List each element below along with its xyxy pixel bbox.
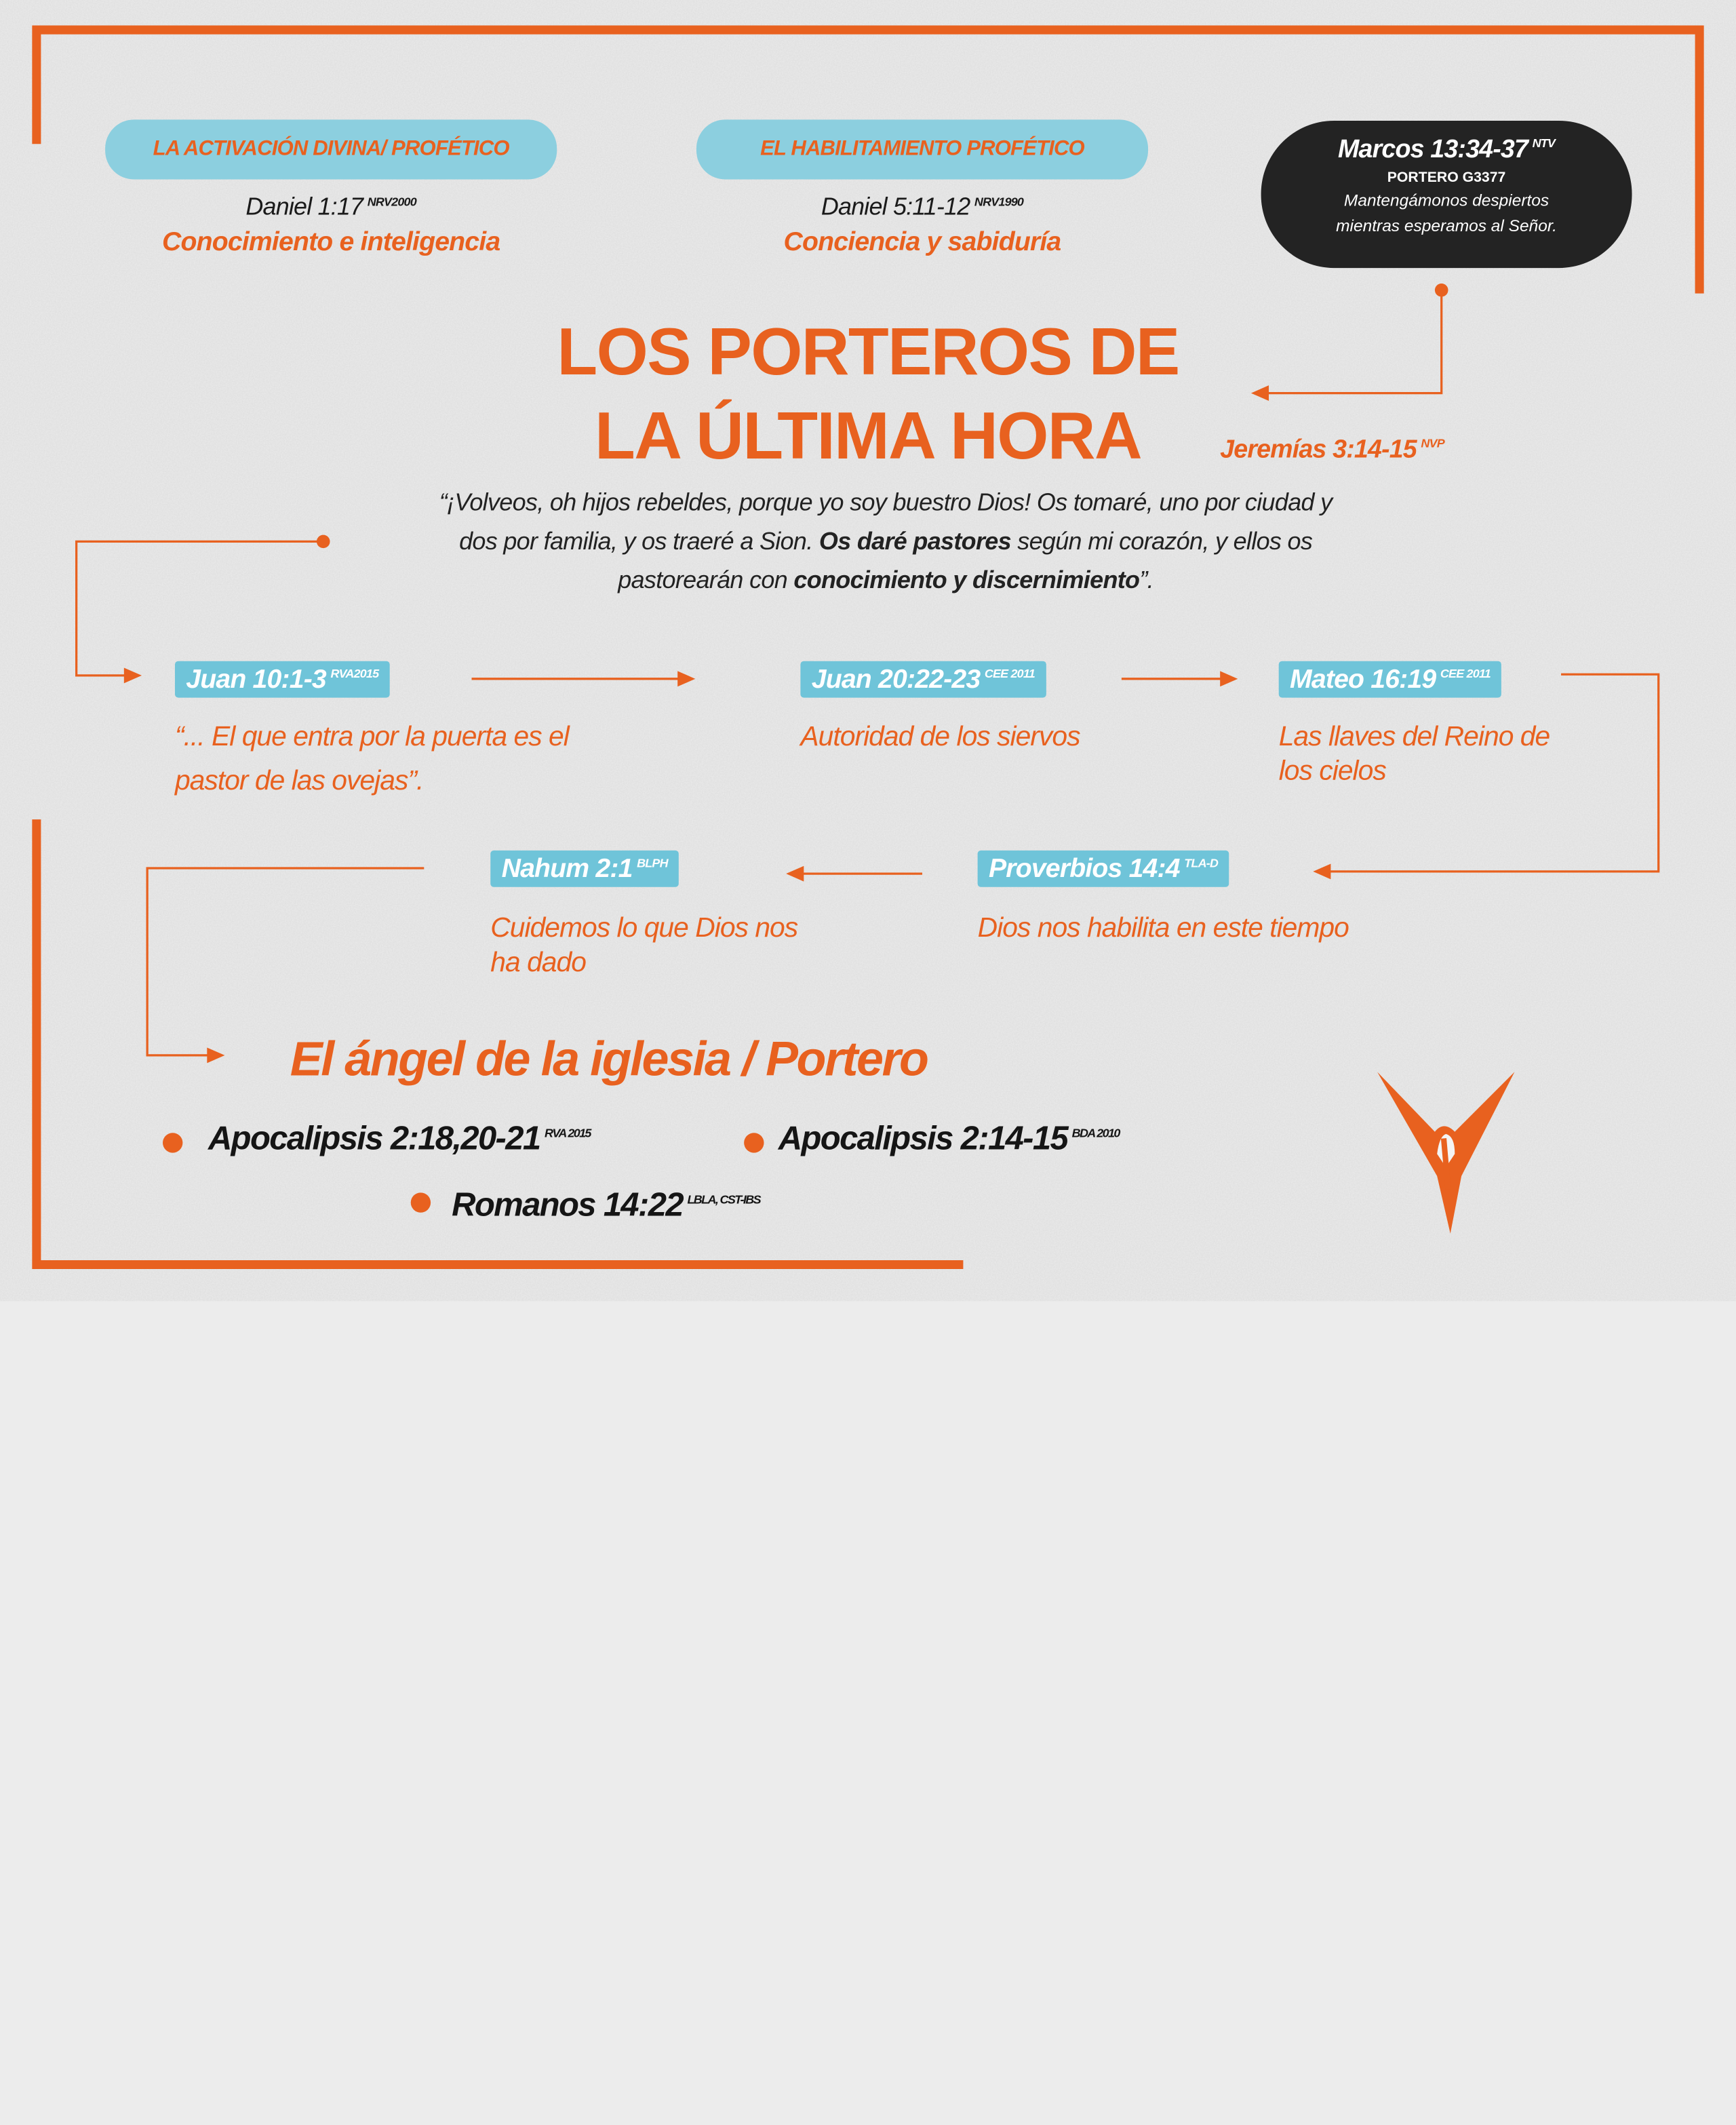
quote-line-1: “¡Volveos, oh hijos rebeldes, porque yo soy buestro Dios! Os tomaré, uno por ciudad y (439, 488, 1333, 516)
quote-text: según mi corazón, y ellos os (1010, 527, 1313, 555)
marcos-version: NTV (1532, 138, 1556, 151)
daniel-1-version: NRV2000 (367, 195, 416, 210)
arrowhead (786, 866, 804, 882)
bullet-ref: Apocalipsis 2:18,20-21 (208, 1120, 540, 1158)
daniel-5-ref-text: Daniel 5:11-12 (821, 193, 970, 220)
juan10-version: RVA2015 (330, 667, 379, 682)
juan20-ref: Juan 20:22-23 (811, 664, 981, 695)
nahum-ref: Nahum 2:1 (501, 853, 633, 884)
quote-bold-pastores: Os daré pastores (818, 527, 1011, 555)
nahum-tag (490, 851, 679, 887)
quote-text: dos por familia, y os traeré a Sion. (459, 527, 819, 555)
bullet-ref: Romanos 14:22 (452, 1187, 683, 1224)
bullet-apocalipsis-2-18 (208, 1120, 591, 1158)
marcos-label: PORTERO G3377 (1387, 168, 1506, 185)
bullet-version: LBLA, CST-IBS (687, 1193, 760, 1207)
mateo-desc-line-2: los cielos (1278, 755, 1386, 787)
mateo-tag (1279, 661, 1502, 698)
mateo-desc-line-1: Las llaves del Reino de (1278, 720, 1550, 752)
arrowhead (677, 671, 695, 686)
arrowhead (1220, 671, 1238, 686)
juan10-desc-line-1: “... El que entra por la puerta es el (174, 720, 569, 752)
mateo-desc (1279, 720, 1550, 788)
juan10-desc (175, 720, 569, 798)
quote-bold-conocimiento: conocimiento y discernimiento (793, 566, 1140, 594)
arrowhead (1313, 863, 1330, 879)
proverbios-version: TLA-D (1184, 857, 1219, 871)
nahum-desc (490, 912, 797, 980)
winged-v-logo-icon (1370, 1066, 1520, 1243)
mateo-version: CEE 2011 (1440, 667, 1491, 682)
marcos-box (1261, 121, 1632, 268)
mateo-ref: Mateo 16:19 (1290, 664, 1436, 695)
bullet-version: BDA 2010 (1071, 1127, 1120, 1141)
juan10-desc-line-2: pastor de las ovejas”. (174, 765, 424, 796)
juan20-tag (800, 661, 1046, 698)
habilitamiento-pill-label: EL HABILITAMIENTO PROFÉTICO (760, 137, 1084, 161)
daniel-1-ref (105, 193, 557, 221)
marcos-ref (1261, 134, 1632, 164)
marcos-line-1: Mantengámonos despiertos (1343, 191, 1550, 211)
juan10-ref: Juan 10:1-3 (186, 664, 326, 695)
proverbios-ref: Proverbios 14:4 (988, 853, 1180, 884)
marcos-line-2: mientras esperamos al Señor. (1336, 216, 1557, 236)
bullet-dot (411, 1192, 431, 1212)
bullet-dot (744, 1133, 764, 1152)
nahum-connector (147, 868, 424, 1055)
juan20-version: CEE 2011 (984, 667, 1035, 682)
daniel-5-ref (696, 193, 1148, 221)
angel-heading: El ángel de la iglesia / Portero (290, 1032, 928, 1087)
jeremias-ref (1220, 434, 1444, 464)
habilitamiento-pill (696, 119, 1148, 179)
daniel-5-subtitle: Conciencia y sabiduría (783, 227, 1061, 257)
quote-text: ”. (1139, 566, 1153, 594)
marcos-dot (1435, 284, 1448, 297)
quote-line-3 (277, 560, 1495, 599)
nahum-desc-line-1: Cuidemos lo que Dios nos (490, 912, 798, 944)
main-title-line-2: LA ÚLTIMA HORA (594, 398, 1142, 473)
jeremias-quote (277, 483, 1495, 599)
daniel-5-version: NRV1990 (974, 195, 1024, 210)
arrowhead (207, 1047, 224, 1063)
nahum-version: BLPH (637, 857, 668, 871)
juan20-desc: Autoridad de los siervos (800, 720, 1080, 752)
juan10-tag (175, 661, 390, 698)
daniel-1-subtitle: Conocimiento e inteligencia (162, 227, 500, 257)
quote-text: pastorearán con (618, 566, 794, 594)
jeremias-version: NVP (1421, 437, 1444, 452)
activation-pill-label: LA ACTIVACIÓN DIVINA/ PROFÉTICO (153, 137, 509, 161)
nahum-desc-line-2: ha dado (490, 946, 586, 978)
quote-line-2 (277, 522, 1495, 560)
bullet-romanos-14-22 (452, 1187, 760, 1225)
bullet-dot (163, 1133, 182, 1152)
proverbios-tag (978, 851, 1229, 887)
bullet-ref: Apocalipsis 2:14-15 (778, 1120, 1068, 1158)
jeremias-ref-text: Jeremías 3:14-15 (1220, 433, 1417, 463)
arrowhead (124, 667, 142, 683)
activation-pill (105, 119, 557, 179)
main-title-line-1: LOS PORTEROS DE (557, 314, 1179, 389)
bullet-apocalipsis-2-14 (778, 1120, 1120, 1158)
bullet-version: RVA 2015 (544, 1127, 591, 1141)
marcos-ref-text: Marcos 13:34-37 (1338, 134, 1528, 163)
proverbios-desc: Dios nos habilita en este tiempo (977, 912, 1349, 944)
daniel-1-ref-text: Daniel 1:17 (245, 193, 363, 220)
